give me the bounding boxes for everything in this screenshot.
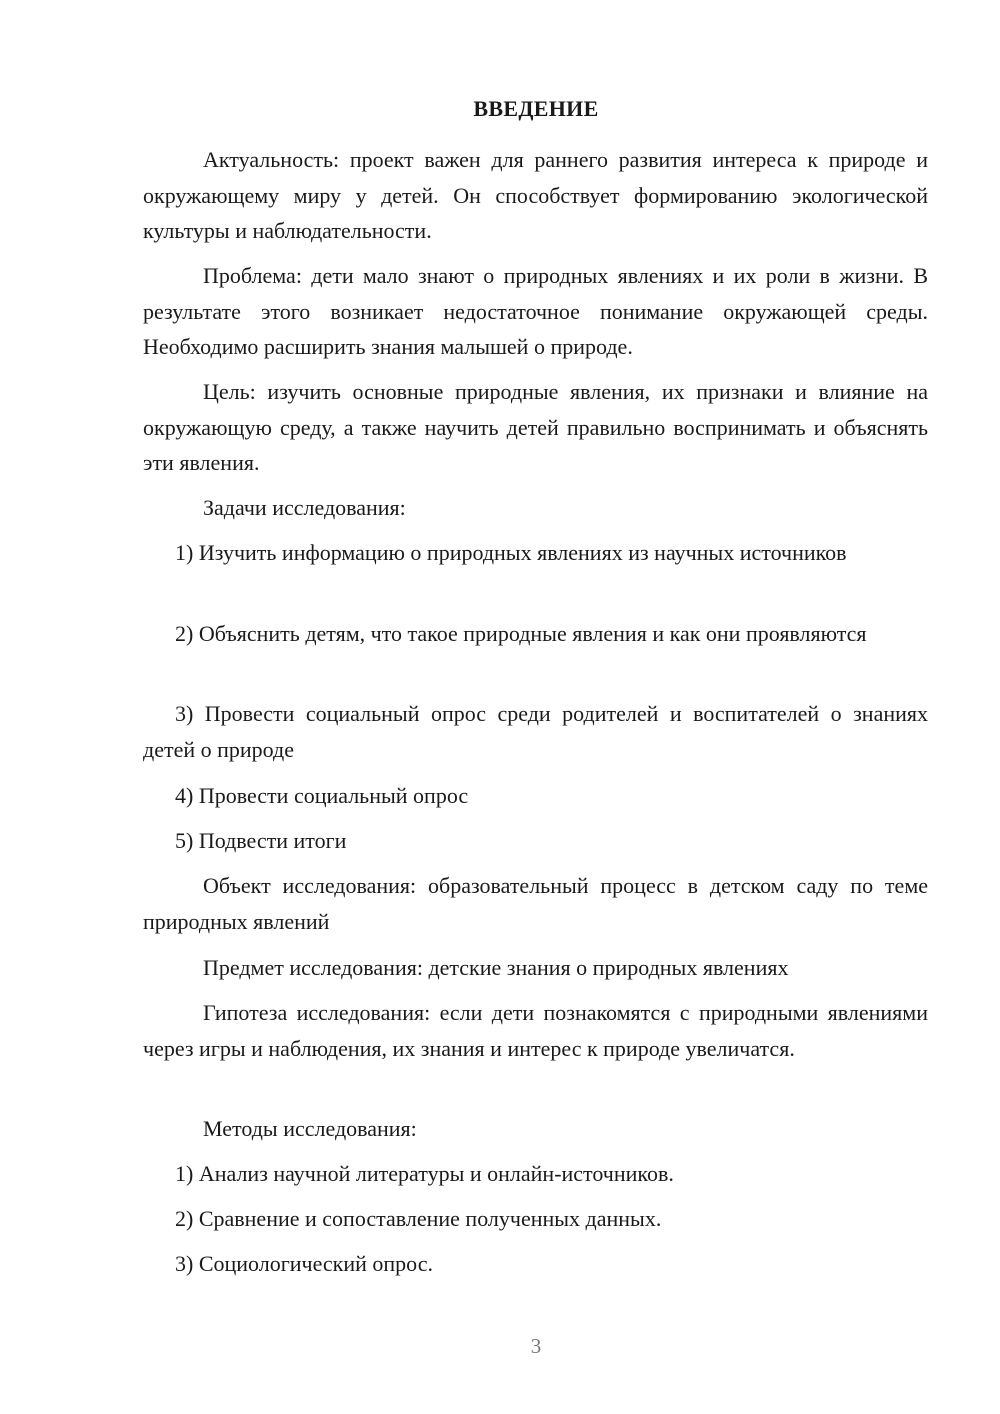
task-item-1: 1) Изучить информацию о природных явлениях из научных источников [175,540,847,565]
methods-heading: Методы исследования: [203,1116,417,1141]
method-item-1: 1) Анализ научной литературы и онлайн-источников. [175,1161,674,1186]
method-item-3: 3) Социологический опрос. [175,1251,433,1276]
task-item-3: 3) Провести социальный опрос среди родителей и воспитателей о знаниях детей о природе [143,701,928,762]
method-item-2: 2) Сравнение и сопоставление полученных данных. [175,1206,662,1231]
paragraph-subject: Предмет исследования: детские знания о природных явлениях [203,955,789,980]
paragraph-goal: Цель: изучить основные природные явления, их признаки и влияние на окружающую среду, а также научить детей правильно воспринимать и объяснять эти явления. [143,379,928,475]
task-item-4: 4) Провести социальный опрос [175,783,469,808]
paragraph-object: Объект исследования: образовательный процесс в детском саду по теме природных явлений [143,873,928,934]
paragraph-relevance: Актуальность: проект важен для раннего развития интереса к природе и окружающему миру у детей. Он способствует формированию экологической культуры и наблюдательности. [143,147,928,243]
page-title: ВВЕДЕНИЕ [473,96,599,121]
task-item-5: 5) Подвести итоги [175,828,347,853]
paragraph-hypothesis: Гипотеза исследования: если дети познакомятся с природными явлениями через игры и наблюдения, их знания и интерес к природе увеличатся. [143,1000,928,1061]
paragraph-problem: Проблема: дети мало знают о природных явлениях и их роли в жизни. В результате этого возникает недостаточное понимание окружающей среды. Необходимо расширить знания малышей о природе. [143,263,928,359]
tasks-heading: Задачи исследования: [203,495,406,520]
task-item-2: 2) Объяснить детям, что такое природные явления и как они проявляются [175,621,867,646]
page-number: 3 [530,1334,542,1358]
